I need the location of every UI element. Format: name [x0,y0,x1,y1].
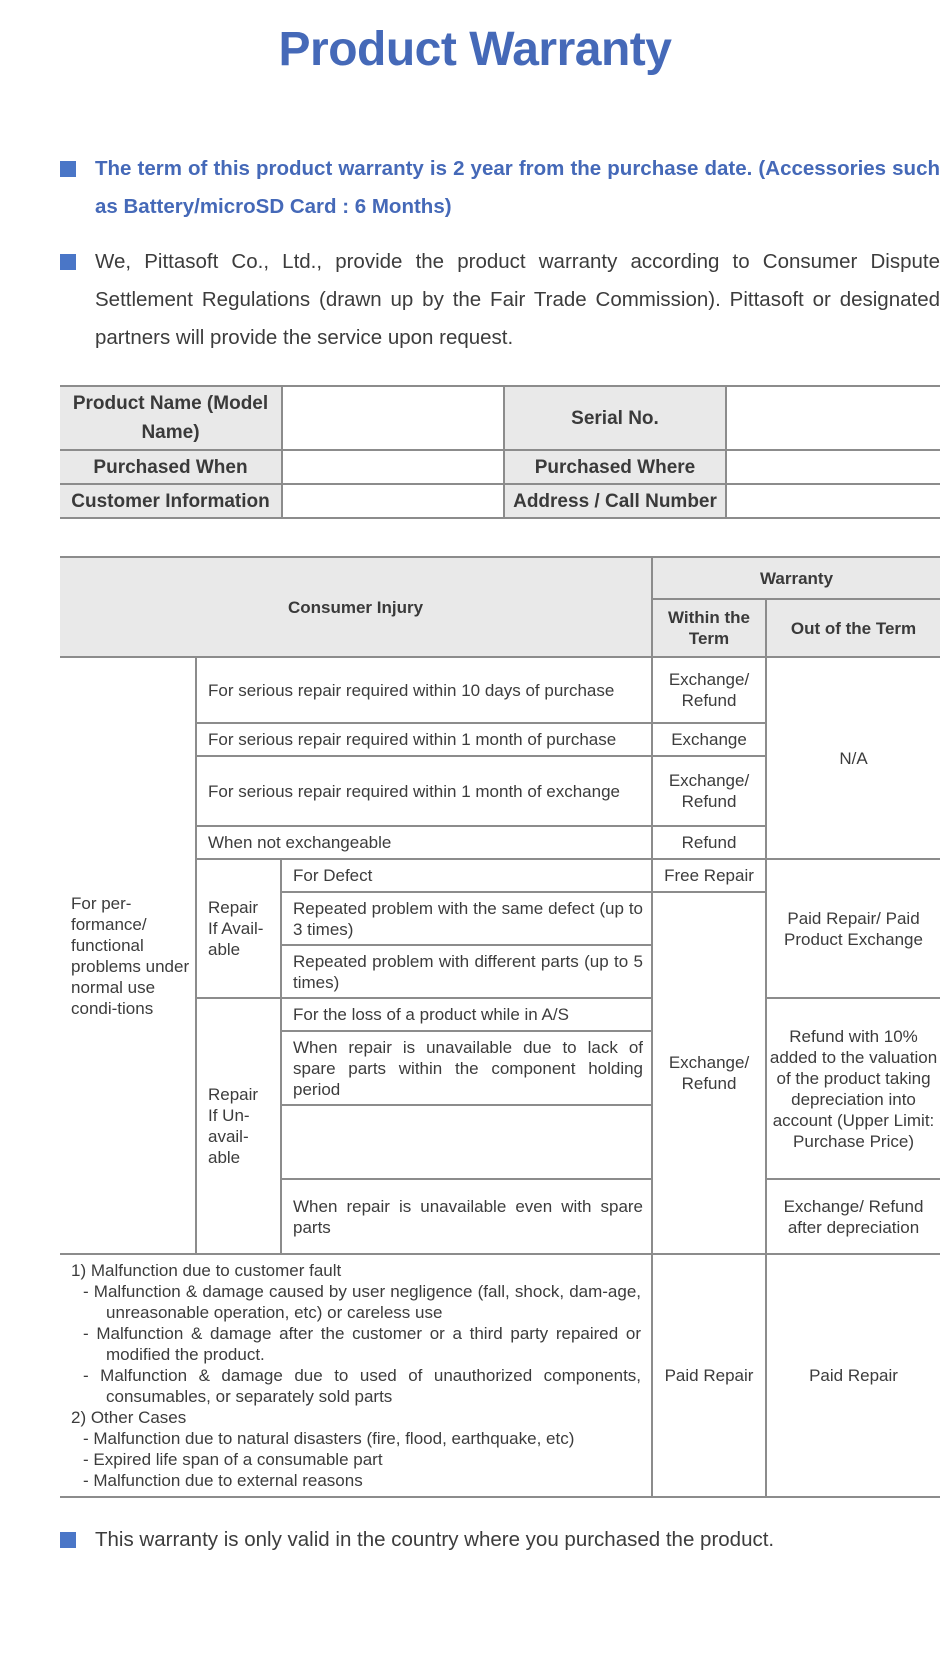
consumer-injury-header: Consumer Injury [60,557,652,657]
bullet-square-icon [60,161,76,177]
row-unavailable-with-parts: When repair is unavailable even with spare parts [281,1179,652,1254]
within-free-repair: Free Repair [652,859,766,892]
row-for-defect: For Defect [281,859,652,892]
note-2c: - Malfunction due to external reasons [83,1471,363,1490]
validity-text: This warranty is only valid in the country where you purchased the product. [95,1528,775,1551]
within-exchange-refund: Exchange/ Refund [652,657,766,723]
product-info-table [60,385,940,519]
bullet-square-icon [60,254,76,270]
row-lack-spare-parts: When repair is unavailable due to lack of spare parts within the component holding period [281,1031,652,1105]
validity-bullet [60,1521,940,1559]
serial-no-label: Serial No. [504,386,726,450]
purchased-where-field[interactable] [726,450,940,484]
serial-no-field[interactable] [726,386,940,450]
row-same-defect: Repeated problem with the same defect (up to 3 times) [281,892,652,945]
policy-bullet [60,243,940,357]
note-2: 2) Other Cases [71,1408,187,1427]
within-term-header: Within the Term [652,599,766,657]
note-2b: - Expired life span of a consumable part [83,1450,383,1469]
bullet-square-icon [60,1532,76,1548]
row-serious-1-month: For serious repair required within 1 month of purchase [196,723,652,756]
row-not-exchangeable: When not exchangeable [196,826,652,859]
term-bullet [60,150,940,226]
product-name-label: Product Name (Model Name) [60,386,282,450]
row-serious-exchange: For serious repair required within 1 month of exchange [196,756,652,826]
within-paid-repair: Paid Repair [652,1254,766,1497]
page-title: Product Warranty [278,23,672,76]
within-exchange: Exchange [652,723,766,756]
purchased-when-label: Purchased When [60,450,282,484]
term-text: The term of this product warranty is 2 year from the purchase date. (Accessories such as Battery/microSD Card : 6 Months) [95,157,940,218]
out-paid-repair-exchange: Paid Repair/ Paid Product Exchange [766,859,940,998]
warranty-table [60,556,940,1498]
out-exchange-after-dep: Exchange/ Refund after depreciation [766,1179,940,1254]
customer-info-field[interactable] [282,484,504,518]
out-of-term-header: Out of the Term [766,599,940,657]
policy-text: We, Pittasoft Co., Ltd., provide the product warranty according to Consumer Dispute Settlement Regulations (drawn up by the Fair Trade Commission). Pittasoft or designated partners will provide the service upon request. [95,250,940,349]
note-1c: - Malfunction & damage due to used of unauthorized components, consumables, or separately sold parts [83,1366,642,1406]
purchased-where-label: Purchased Where [504,450,726,484]
note-1b: - Malfunction & damage after the customer or a third party repaired or modified the product. [83,1324,642,1364]
note-1: 1) Malfunction due to customer fault [71,1261,342,1280]
group-label: For per-formance/ functional problems under normal use condi-tions [60,657,196,1254]
purchased-when-field[interactable] [282,450,504,484]
repair-available-label: Repair If Avail-able [196,859,281,998]
address-label: Address / Call Number [504,484,726,518]
customer-info-label: Customer Information [60,484,282,518]
within-exchange-refund-2: Exchange/ Refund [652,756,766,826]
note-1a: - Malfunction & damage caused by user negligence (fall, shock, dam-age, unreasonable operation, etc) or careless use [83,1282,642,1322]
row-serious-10-days: For serious repair required within 10 days of purchase [196,657,652,723]
repair-unavailable-label: Repair If Un-avail-able [196,998,281,1254]
within-exchange-refund-3: Exchange/ Refund [652,892,766,1254]
warranty-header: Warranty [652,557,940,599]
out-paid-repair: Paid Repair [766,1254,940,1497]
note-2a: - Malfunction due to natural disasters (fire, flood, earthquake, etc) [83,1429,575,1448]
notes-cell [60,1254,652,1497]
row-different-parts: Repeated problem with different parts (up to 5 times) [281,945,652,998]
row-loss-in-as: For the loss of a product while in A/S [281,998,652,1031]
out-na: N/A [766,657,940,859]
within-refund: Refund [652,826,766,859]
product-name-field[interactable] [282,386,504,450]
address-field[interactable] [726,484,940,518]
out-refund-10: Refund with 10% added to the valuation of the product taking depreciation into account (Upper Limit: Purchase Price) [766,998,940,1179]
